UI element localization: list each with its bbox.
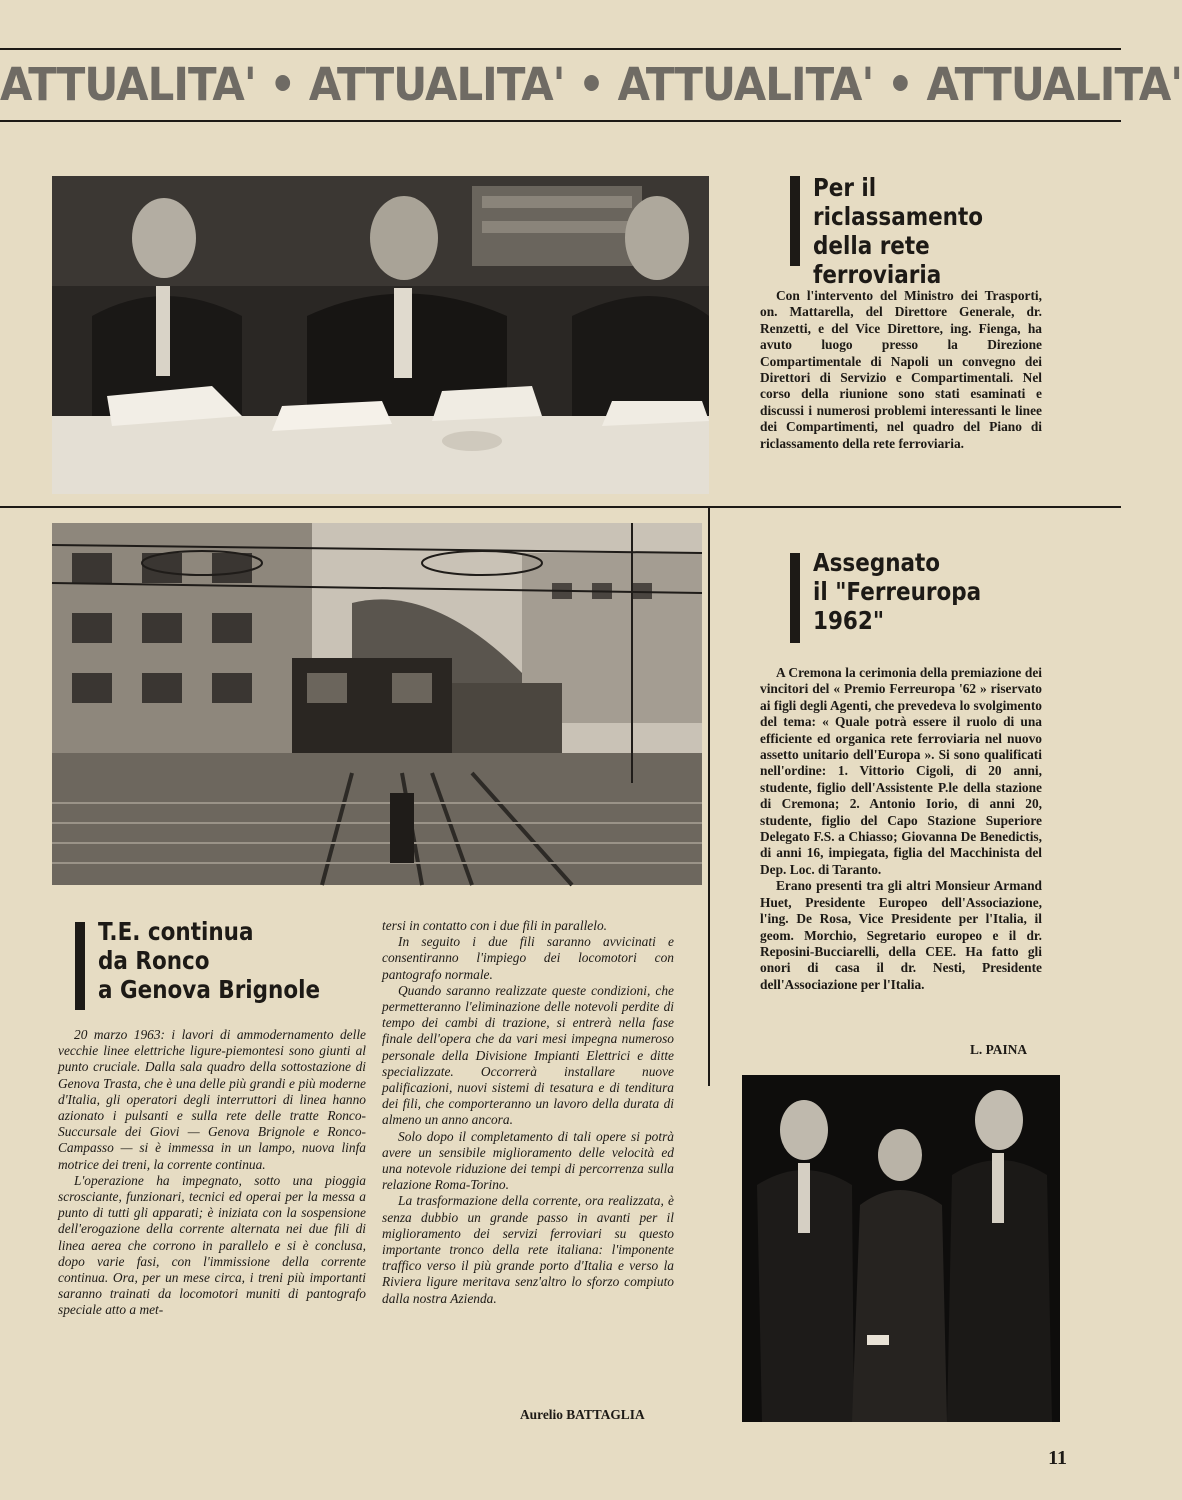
article2-title-bar bbox=[790, 553, 800, 643]
article1-paragraph: Con l'intervento del Ministro dei Trasporti, on. Mattarella, del Direttore Generale, dr. Renzetti, e del Vice Direttore, ing. Fienga, ha avuto luogo presso la Direzione Compartimentale di Napoli un convegno dei Direttori di Servizio e Compartimentali. Nel corso della riunione sono stati esaminati e discussi i numerosi problemi interessanti le linee dei Compartimenti, nel quadro del Piano di riclassamento della rete ferroviaria. bbox=[760, 288, 1042, 451]
meeting-photo bbox=[52, 176, 709, 494]
article3-column-2 bbox=[382, 918, 674, 1307]
article3-col1-paragraph-1: 20 marzo 1963: i lavori di ammodernamento delle vecchie linee elettriche ligure-piemontesi sono giunti al punto cruciale. Dalla sala quadro della sottostazione di Genova Trasta, che è una delle più grandi e più moderne d'Italia, gli operatori degli interruttori di linea hanno azionato i pulsanti e sulla rete delle tratte Ronco-Succursale dei Giovi — Genova Brignole e Ronco-Campasso — si è immessa in un lampo, nuova linfa motrice dei treni, la corrente continua. bbox=[58, 1027, 366, 1172]
page-number: 11 bbox=[1048, 1447, 1067, 1469]
column-divider bbox=[708, 506, 710, 1086]
train-photo bbox=[52, 523, 702, 885]
article3-col2-paragraph-3: Quando saranno realizzate queste condizioni, che permetteranno l'eliminazione delle notevoli perdite di tempo dei cambi di trazione, si entrerà nella fase finale dell'opera che da vari mesi impegna numeroso personale della Divisione Impianti Elettrici e ditte specializzate. Occorrerà installare nuove palificazioni, nuovi sistemi di tesatura e di tenditura dei fili, che comporteranno un lavoro della durata di almeno un anno ancora. bbox=[382, 982, 674, 1128]
article3-col2-paragraph-1: tersi in contatto con i due fili in parallelo. bbox=[382, 918, 608, 933]
top-rule bbox=[0, 48, 1121, 50]
article3-col1-paragraph-2: L'operazione ha impegnato, sotto una pioggia scrosciante, funzionari, tecnici ed operai per la messa a punto di tutti gli apparati; è iniziata con la sospensione dell'erogazione della corrente alternata nei due fili di linea aerea che corrono in parallelo e si è conclusa, dopo varie fasi, con l'immissione della corrente continua. Ora, per un mese circa, i treni più importanti saranno trainati da locomotori muniti di pantografo speciale atto a met- bbox=[58, 1172, 366, 1318]
banner-rule bbox=[0, 120, 1121, 122]
article2-paragraph-1: A Cremona la cerimonia della premiazione dei vincitori del « Premio Ferreuropa '62 » riservato ai figli degli Agenti, che prevedeva lo svolgimento del tema: « Quale potrà essere il ruolo di una efficiente ed organica rete ferroviaria nel nuovo assetto unitario dell'Europa ». Si sono qualificati nell'ordine: 1. Vittorio Cigoli, di 20 anni, studente, figlio dell'Assistente P.le della stazione di Cremona; 2. Antonio Iorio, di anni 20, studente, figlio del Capo Stazione Superiore Delegato F.S. a Chiasso; Giovanna De Benedictis, di anni 16, impiegata, figlia del Macchinista del Dep. Loc. di Taranto. bbox=[760, 665, 1042, 877]
article2-signature: L. PAINA bbox=[970, 1042, 1028, 1057]
article3-title: T.E. continua da Ronco a Genova Brignole bbox=[98, 917, 321, 1004]
winners-photo bbox=[742, 1075, 1060, 1422]
article1-title-bar bbox=[790, 176, 800, 266]
article3-col2-paragraph-2: In seguito i due fili saranno avvicinati e consentiranno l'impiego dei locomotori con pantografo normale. bbox=[382, 934, 674, 982]
article3-title-bar bbox=[75, 922, 85, 1010]
article2-paragraph-2: Erano presenti tra gli altri Monsieur Armand Huet, Presidente Europeo dell'Associazione, l'ing. De Rosa, Vice Presidente per l'Italia, il geom. Morchio, Segretario europeo e il dr. Reposini-Bucciarelli, della CEE. Ha fatto gli onori di casa il dr. Nesti, Presidente dell'Associazione per l'Italia. bbox=[760, 878, 1042, 992]
middle-rule bbox=[0, 506, 1121, 508]
article3-col2-paragraph-4: Solo dopo il completamento di tali opere si potrà avere un sensibile miglioramento delle velocità ed una notevole riduzione dei tempi di percorrenza sulla relazione Roma-Torino. bbox=[382, 1128, 674, 1193]
article2-body bbox=[760, 665, 1042, 993]
article1-title: Per il riclassamento della rete ferroviaria bbox=[813, 173, 984, 289]
article3-signature: Aurelio BATTAGLIA bbox=[520, 1407, 645, 1422]
article1-body bbox=[760, 288, 1042, 452]
article2-title: Assegnato il "Ferreuropa 1962" bbox=[813, 548, 982, 635]
section-banner: ATTUALITA' • ATTUALITA' • ATTUALITA' • ATTUALITA' bbox=[0, 58, 1182, 111]
article3-col2-paragraph-5: La trasformazione della corrente, ora realizzata, è senza dubbio un grande passo in avanti per il miglioramento dei servizi ferroviari su questo importante tronco della rete italiana: l'imponente traffico verso il più grande porto d'Italia e verso la Riviera ligure meritava senz'altro lo sforzo compiuto dalla nostra Azienda. bbox=[382, 1193, 674, 1306]
article3-column-1 bbox=[58, 1027, 366, 1319]
